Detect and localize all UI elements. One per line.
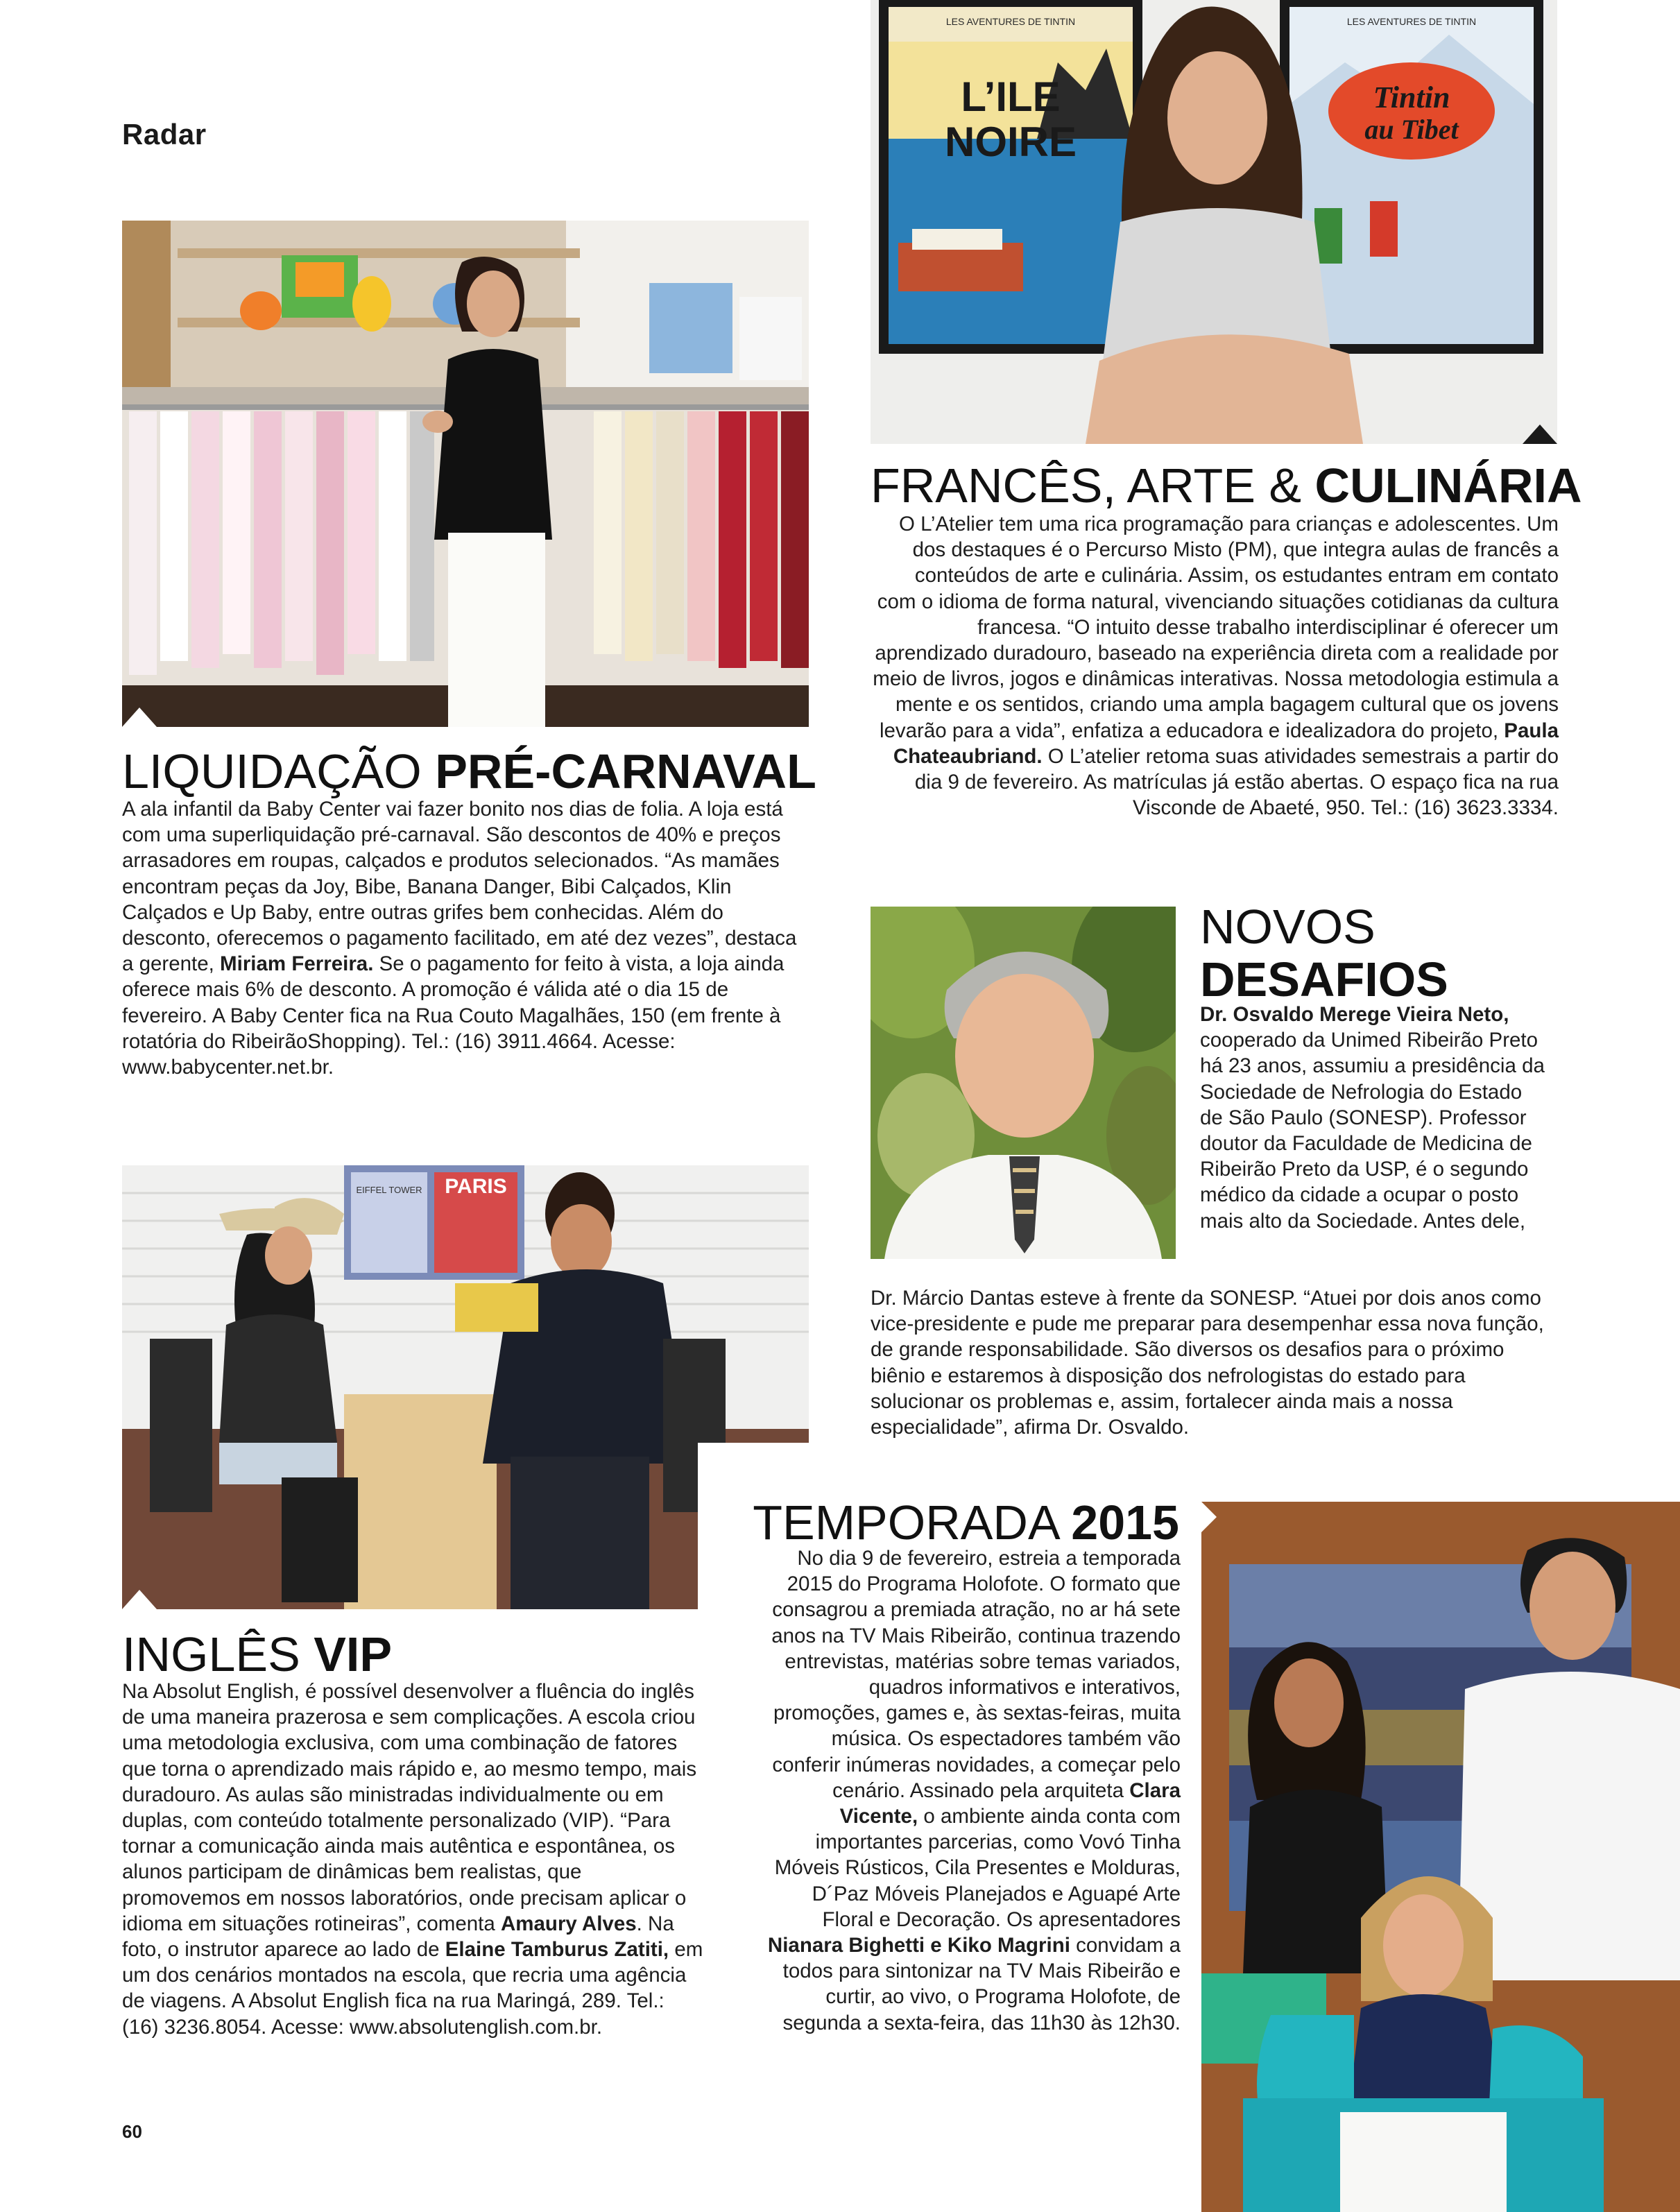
temporada-body-text-2: o ambiente ainda conta com importantes parcerias, como Vovó Tinha Móveis Rústicos, Cila Presentes e Molduras, D´Paz Móveis Planejados e Aguapé Arte Floral e Decoração. Os apresentadores xyxy=(774,1805,1181,1931)
desafios-headline-bold: DESAFIOS xyxy=(1200,952,1448,1006)
poster-left-title: L’ILE xyxy=(961,74,1061,120)
frances-founder-name: Paula Chateaubriand. xyxy=(893,719,1559,768)
frances-headline-bold: CULINÁRIA xyxy=(1314,458,1582,513)
ingles-headline-light: INGLÊS xyxy=(122,1627,314,1681)
photo-corner-marker xyxy=(122,708,157,727)
ingles-headline-bold: VIP xyxy=(314,1627,393,1681)
carnaval-manager-name: Miriam Ferreira. xyxy=(220,952,374,976)
ingles-body-text-3: em um dos cenários montados na escola, que recria uma agência de viagens. A Absolut English fica na rua Maringá, 289. Tel.: (16) 3236.8054. Acesse: www.absolutenglish.com.br. xyxy=(122,1938,703,2039)
temporada-presenters-names: Nianara Bighetti e Kiko Magrini xyxy=(767,1934,1070,1957)
temporada-headline-bold: 2015 xyxy=(1071,1495,1179,1550)
photo-corner-marker xyxy=(1201,1502,1217,1532)
atelier-photo xyxy=(871,0,1557,444)
poster-left-title-2: NOIRE xyxy=(944,119,1077,165)
photo-corner-marker xyxy=(122,1590,157,1609)
ingles-student-name: Elaine Tamburus Zatiti, xyxy=(445,1938,669,1962)
baby-center-photo xyxy=(122,221,809,727)
desafios-body xyxy=(1200,1002,1547,1234)
desafios-headline-light: NOVOS xyxy=(1200,900,1375,954)
poster-right-title-2: au Tibet xyxy=(1364,114,1459,145)
frances-headline xyxy=(871,458,1582,513)
poster-left-series: LES AVENTURES DE TINTIN xyxy=(945,16,1076,27)
doctor-portrait xyxy=(871,907,1176,1259)
carnaval-body-text-2: Se o pagamento for feito à vista, a loja ainda oferece mais 6% de desconto. A promoção é válida até o dia 15 de fevereiro. A Baby Center fica na Rua Couto Magalhães, 150 (em frente à rotatória do RibeirãoShopping). Tel.: (16) 3911.4664. Acesse: www.babycenter.net.br. xyxy=(122,952,785,1079)
temporada-body xyxy=(762,1545,1181,2036)
desafios-body-continued xyxy=(871,1285,1557,1440)
temporada-body-text-3: convidam a todos para sintonizar na TV Mais Ribeirão e curtir, ao vivo, o Programa Holofote, de segunda a sexta-feira, das 11h30 às 12h30. xyxy=(782,1934,1181,2034)
ingles-body-text-2: . Na foto, o instrutor aparece ao lado de xyxy=(122,1912,674,1962)
presenters-photo xyxy=(1201,1502,1680,2212)
frances-body-text-2: O L’atelier retoma suas atividades semestrais a partir do dia 9 de fevereiro. As matrículas já estão abertas. O espaço fica na rua Visconde de Abaeté, 950. Tel.: (16) 3623.3334. xyxy=(914,744,1559,820)
temporada-architect-name: Clara Vicente, xyxy=(839,1778,1181,1828)
frances-body-text: O L’Atelier tem uma rica programação para crianças e adolescentes. Um dos destaques é o Percurso Misto (PM), que integra aulas de francês a conteúdos de arte e culinária. Assim, os estudantes entram em contato com o idioma de forma natural, vivenciando situações cotidianas da cultura francesa. “O intuito desse trabalho interdisciplinar é oferecer um aprendizado duradouro, baseado na experiência direta com a realidade por meio de livros, jogos e dinâmicas interativas. Nossa metodologia estimula a mente e os sentidos, criando uma ampla bagagem cultural que os jovens levarão para a vida”, enfatiza a educadora e idealizadora do projeto, xyxy=(873,513,1559,742)
carnaval-body-text: A ala infantil da Baby Center vai fazer bonito nos dias de folia. A loja está com uma superliquidação pré-carnaval. São descontos de 40% e preços arrasadores em roupas, calçados e produtos selecionados. “As mamães encontram peças da Joy, Bibe, Banana Danger, Bibi Calçados, Klin Calçados e Up Baby, entre outras grifes bem conhecidas. Além do desconto, oferecemos o pagamento facilitado, em até dez vezes”, destaca a gerente, xyxy=(122,798,797,976)
frances-headline-light: FRANCÊS, ARTE & xyxy=(871,458,1315,513)
poster-paris-text: PARIS xyxy=(445,1175,507,1198)
frances-body xyxy=(871,511,1559,821)
poster-eiffel-text: EIFFEL TOWER xyxy=(356,1185,422,1195)
page-number: 60 xyxy=(122,2121,142,2142)
ingles-headline xyxy=(122,1627,392,1682)
photo-corner-marker xyxy=(1523,425,1557,444)
ingles-body xyxy=(122,1679,705,2040)
temporada-body-text: No dia 9 de fevereiro, estreia a temporada 2015 do Programa Holofote. O formato que consagrou a premiada atração, no ar há sete anos na TV Mais Ribeirão, continua trazendo entrevistas, matérias sobre temas variados, quadros informativos e interativos, promoções, games e, às sextas-feiras, muita música. Os espectadores também vão conferir inúmeras novidades, a começar pelo cenário. Assinado pela arquiteta xyxy=(771,1547,1181,1802)
poster-right-title: Tintin xyxy=(1373,80,1450,114)
desafios-body-text-2: Dr. Márcio Dantas esteve à frente da SONESP. “Atuei por dois anos como vice-presidente e pude me preparar para desempenhar essa nova função, de grande responsabilidade. São diversos os desafios para o próximo biênio e estaremos à disposição dos nefrologistas do estado para solucionar os problemas e, assim, fortalecer ainda mais a nossa especialidade”, afirma Dr. Osvaldo. xyxy=(871,1287,1544,1439)
carnaval-headline-bold: PRÉ-CARNAVAL xyxy=(435,744,816,798)
carnaval-headline xyxy=(122,744,816,799)
temporada-headline-light: TEMPORADA xyxy=(753,1495,1072,1550)
temporada-headline xyxy=(749,1495,1179,1550)
carnaval-headline-light: LIQUIDAÇÃO xyxy=(122,744,436,798)
desafios-doctor-name: Dr. Osvaldo Merege Vieira Neto, xyxy=(1200,1003,1509,1026)
section-label: Radar xyxy=(122,118,207,151)
carnaval-body xyxy=(122,796,798,1080)
ingles-body-text: Na Absolut English, é possível desenvolver a fluência do inglês de uma maneira prazerosa e sem complicações. A escola criou uma metodologia exclusiva, com uma combinação de fatores que torna o aprendizado mais rápido e, ao mesmo tempo, mais duradouro. As aulas são ministradas individualmente ou em duplas, com conteúdo totalmente personalizado (VIP). “Para tornar a comunicação ainda mais autêntica e espontânea, os alunos participam de dinâmicas bem realistas, que promovemos em nossos laboratórios, onde precisam aplicar o idioma em situações rotineiras”, comenta xyxy=(122,1680,697,1935)
desafios-headline xyxy=(1200,900,1448,1006)
desafios-body-text: cooperado da Unimed Ribeirão Preto há 23 anos, assumiu a presidência da Sociedade de Nefrologia do Estado de São Paulo (SONESP). Professor doutor da Faculdade de Medicina de Ribeirão Preto da USP, é o segundo médico da cidade a ocupar o posto mais alto da Sociedade. Antes dele, xyxy=(1200,1029,1545,1233)
poster-right-series: LES AVENTURES DE TINTIN xyxy=(1346,16,1477,27)
ingles-instructor-name: Amaury Alves xyxy=(500,1912,637,1935)
